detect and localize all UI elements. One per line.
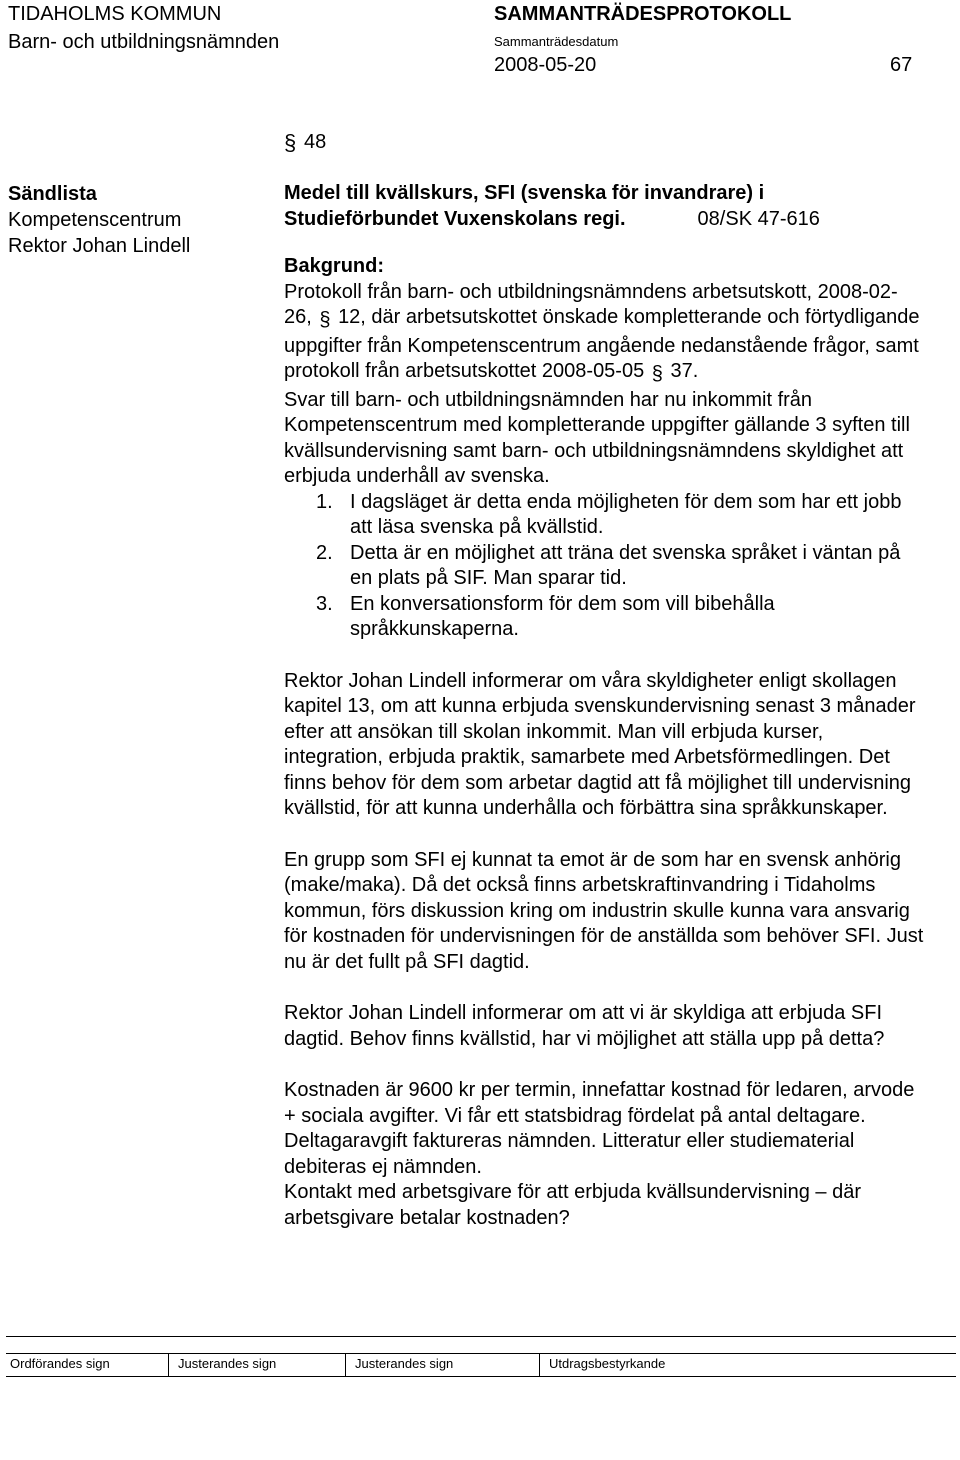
footer-separator xyxy=(345,1353,346,1376)
svg-text:§: § xyxy=(284,131,296,154)
list-item-number: 1. xyxy=(316,490,333,513)
minutes-body xyxy=(284,181,924,1231)
body-paragraph: Kontakt med arbetsgivare för att erbjuda kvällsundervisning – där arbetsgivare betalar kostnaden? xyxy=(284,1181,861,1229)
body-paragraph: En grupp som SFI ej kunnat ta emot är de som har en svensk anhörig (make/maka). Då det också finns arbetskraftinvandring i Tidaholms kommun, förs diskussion kring om industrin skulle kunna vara ansvarig för kostnaden för undervisningen för de anställda som behöver SFI. Just nu är det fullt på SFI dagtid. xyxy=(284,848,924,973)
case-reference: 08/SK 47-616 xyxy=(697,207,820,230)
item-heading-line: Studieförbundet Vuxenskolans regi. xyxy=(284,207,626,230)
body-paragraph: Rektor Johan Lindell informerar om våra skyldigheter enligt skollagen kapitel 13, om att kunna erbjuda svenskundervisning senast 3 månader efter att ansökan till skolan inkommit. Man vill erbjuda kurser, integration, erbjuda praktik, samarbete med Arbetsförmedlingen. Det finns behov för dem som arbetar dagtid att få möjlighet till undervisning kvällstid, för att kunna underhålla och förbättra sina språkkunskaper. xyxy=(284,669,916,819)
section-sign-icon xyxy=(284,132,296,154)
footer-divider xyxy=(6,1353,956,1354)
distribution-list-item: Rektor Johan Lindell xyxy=(8,235,191,257)
document-type: SAMMANTRÄDESPROTOKOLL xyxy=(494,3,792,25)
page-number: 67 xyxy=(890,54,913,76)
signature-label: Justerandes sign xyxy=(355,1356,454,1371)
purpose-list xyxy=(284,490,924,643)
body-paragraph: Kostnaden är 9600 kr per termin, innefattar kostnad för ledaren, arvode + sociala avgifter. Vi får ett statsbidrag fördelat på antal deltagare. Deltagaravgift faktureras nämnden. Litteratur eller studiematerial debiteras ej nämnden. xyxy=(284,1079,915,1178)
background-text: 37. xyxy=(670,360,699,382)
list-item-text: I dagsläget är detta enda möjligheten för dem som har ett jobb att läsa svenska på kvällstid. xyxy=(350,490,902,538)
item-heading xyxy=(284,181,924,232)
list-item-number: 2. xyxy=(316,541,333,564)
footer-separator xyxy=(539,1353,540,1376)
background-text: 12, där arbetsutskottet önskade kompletterande och förtydligande uppgifter från Kompetenscentrum angående nedanstående frågor, samt protokoll från arbetsutskottet 2008-05-05 xyxy=(284,306,920,382)
list-item-text: Detta är en möjlighet att träna det svenska språket i väntan på en plats på SIF. Man sparar tid. xyxy=(350,541,901,589)
signature-label: Utdragsbestyrkande xyxy=(549,1356,666,1371)
footer-divider xyxy=(6,1336,956,1337)
signature-label: Ordförandes sign xyxy=(10,1356,110,1371)
distribution-list-title: Sändlista xyxy=(8,183,97,205)
paragraph-number xyxy=(284,131,326,154)
section-sign-icon: § xyxy=(319,309,331,331)
background-heading: Bakgrund: xyxy=(284,255,384,277)
list-item xyxy=(284,490,924,541)
organization-name: TIDAHOLMS KOMMUN xyxy=(8,3,222,25)
distribution-list-item: Kompetenscentrum xyxy=(8,209,182,231)
committee-name: Barn- och utbildningsnämnden xyxy=(8,31,280,53)
list-item-number: 3. xyxy=(316,592,333,615)
section-sign-icon: § xyxy=(651,363,663,385)
body-paragraph: Rektor Johan Lindell informerar om att vi är skyldiga att erbjuda SFI dagtid. Behov finns kvällstid, har vi möjlighet att ställa upp på detta? xyxy=(284,1002,885,1050)
distribution-list xyxy=(8,181,190,259)
footer-divider xyxy=(6,1376,956,1377)
response-paragraph: Svar till barn- och utbildningsnämnden har nu inkommit från Kompetenscentrum med kompletterande uppgifter gällande 3 syften till kvällsundervisning samt barn- och utbildningsnämndens skyldighet att erbjuda underhåll av svenska. xyxy=(284,388,910,487)
item-heading-line: Medel till kvällskurs, SFI (svenska för invandrare) i xyxy=(284,182,765,204)
footer-separator xyxy=(168,1353,169,1376)
list-item xyxy=(284,541,924,592)
background-paragraph xyxy=(284,280,924,388)
meeting-date: 2008-05-20 xyxy=(494,54,597,76)
meeting-date-label: Sammanträdesdatum xyxy=(494,34,619,49)
signature-label: Justerandes sign xyxy=(178,1356,277,1371)
paragraph-number-value: 48 xyxy=(304,131,327,153)
background-text: Protokoll från barn- och utbildningsnämndens arbetsutskott, 2008-02-26, xyxy=(284,280,898,328)
list-item xyxy=(284,592,924,643)
list-item-text: En konversationsform för dem som vill bibehålla språkkunskaperna. xyxy=(350,592,775,640)
